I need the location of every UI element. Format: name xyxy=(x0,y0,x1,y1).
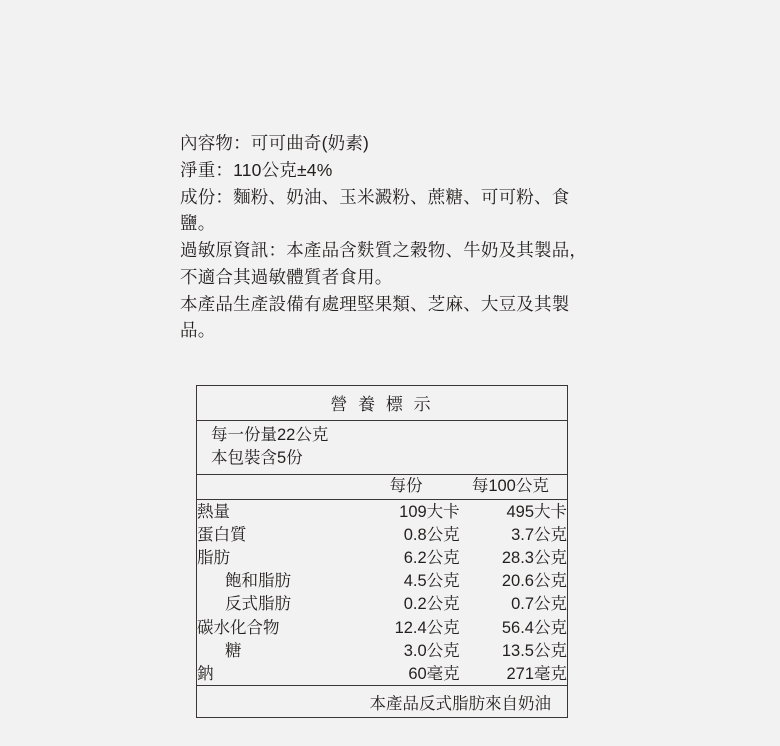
table-row xyxy=(197,524,567,547)
row-name: 糖 xyxy=(225,641,242,660)
header-per-serving: 每份 xyxy=(389,477,423,496)
row-name: 鈉 xyxy=(197,664,214,683)
servings-per-pack: 本包裝含5份 xyxy=(211,449,303,468)
nutrition-serving-block xyxy=(197,421,567,475)
table-row xyxy=(197,547,567,570)
row-per-serving: 4.5公克 xyxy=(403,572,460,591)
table-row xyxy=(197,639,567,662)
contents-line: 內容物：可可曲奇(奶素) xyxy=(180,133,370,153)
nutrition-title: 營 養 標 示 xyxy=(197,386,567,421)
header-blank xyxy=(197,475,352,500)
row-per-serving: 0.2公克 xyxy=(403,595,460,614)
row-per-100g: 56.4公克 xyxy=(501,618,567,637)
nutrition-footnote-wrap xyxy=(196,685,568,718)
row-per-serving: 60毫克 xyxy=(408,664,460,683)
row-per-serving: 6.2公克 xyxy=(403,549,460,568)
nutrition-table xyxy=(197,475,567,685)
row-name: 熱量 xyxy=(197,502,230,521)
row-per-100g: 3.7公克 xyxy=(511,526,567,545)
nutrition-header-row xyxy=(197,475,567,500)
table-row xyxy=(197,570,567,593)
table-row xyxy=(197,616,567,639)
allergen-info-line: 過敏原資訊：本產品含麩質之穀物、牛奶及其製品，不適合其過敏體質者食用。 xyxy=(180,240,588,287)
nutrition-box xyxy=(196,385,568,685)
row-per-serving: 0.8公克 xyxy=(403,526,460,545)
trans-fat-footnote: 本產品反式脂肪來自奶油 xyxy=(196,685,568,718)
table-row xyxy=(197,662,567,685)
row-per-100g: 20.6公克 xyxy=(501,572,567,591)
serving-size: 每一份量22公克 xyxy=(211,426,329,444)
table-row xyxy=(197,593,567,616)
row-per-serving: 12.4公克 xyxy=(394,618,460,637)
row-per-serving: 3.0公克 xyxy=(403,641,460,660)
header-per-100g: 每100公克 xyxy=(471,477,549,496)
row-name: 碳水化合物 xyxy=(197,618,280,637)
row-name: 反式脂肪 xyxy=(225,595,291,614)
row-per-100g: 495大卡 xyxy=(506,502,567,521)
row-per-100g: 13.5公克 xyxy=(501,641,567,660)
row-per-100g: 28.3公克 xyxy=(501,549,567,568)
shared-equipment-line: 本產品生產設備有處理堅果類、芝麻、大豆及其製品。 xyxy=(180,293,570,341)
net-weight-line: 淨重：110公克±4% xyxy=(180,159,333,180)
row-name: 飽和脂肪 xyxy=(225,572,291,591)
row-per-serving: 109大卡 xyxy=(399,502,460,521)
table-row xyxy=(197,500,567,523)
row-per-100g: 271毫克 xyxy=(506,664,567,683)
row-name: 蛋白質 xyxy=(197,526,247,545)
row-per-100g: 0.7公克 xyxy=(511,595,567,614)
ingredients-line: 成份：麵粉、奶油、玉米澱粉、蔗糖、可可粉、食鹽。 xyxy=(180,186,570,234)
row-name: 脂肪 xyxy=(197,549,230,568)
product-info-block xyxy=(180,130,600,344)
nutrition-facts-panel xyxy=(196,385,568,718)
